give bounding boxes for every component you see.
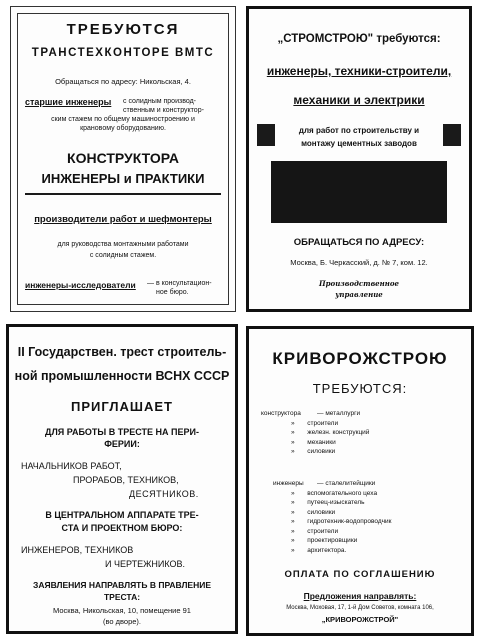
- ad4-offers: Предложения направлять:: [303, 591, 417, 601]
- ad-stromstroy: [246, 6, 472, 312]
- ad4-engineer-item: » силовики: [291, 508, 336, 516]
- ad2-line-1: инженеры, техники-строители,: [266, 64, 452, 78]
- ad3-apply-1: ЗАЯВЛЕНИЯ НАПРАВЛЯТЬ В ПРАВЛЕНИЕ: [33, 580, 211, 590]
- ad3-work-2: ФЕРИИ:: [104, 439, 140, 449]
- ad4-constructor-item: » железн. конструкций: [291, 429, 370, 436]
- ad1-researchers: инженеры-исследователи: [25, 280, 136, 290]
- divider: [25, 193, 221, 195]
- ad4-engineers-list: [291, 479, 392, 555]
- ad4-org: „КРИВОРОЖСТРОЙ": [321, 615, 399, 624]
- ad4-engineer-item: » путеец-изыскатель: [291, 499, 365, 506]
- ad1-senior-text-3: ским стажем по общему машиностроению и: [51, 116, 195, 123]
- ad4-constructors-label: конструктора: [261, 410, 301, 417]
- ad1-address: Обращаться по адресу: Никольская, 4.: [55, 77, 191, 86]
- ad4-engineer-item: » вспомогательного цеха: [291, 489, 378, 497]
- ad3-list-5: И ЧЕРТЕЖНИКОВ.: [105, 559, 185, 569]
- ad3-list-3: ДЕСЯТНИКОВ.: [129, 489, 199, 499]
- ad3-list-1: НАЧАЛЬНИКОВ РАБОТ,: [21, 461, 122, 471]
- ad3-central-2: СТА И ПРОЕКТНОМ БЮРО:: [61, 523, 183, 533]
- ad1-senior-heading: старшие инженеры: [25, 97, 112, 107]
- ad3-address-2: (во дворе).: [102, 617, 142, 626]
- ad1-producers-text-2: с солидным стажем.: [89, 252, 157, 259]
- ad4-engineer-item: » архитектора.: [291, 546, 347, 554]
- ad4-engineer-item: » проектировщики: [291, 537, 358, 544]
- ad1-title-required: ТРЕБУЮТСЯ: [66, 21, 180, 38]
- ad1-producers-text-1: для руководства монтажными работами: [57, 241, 189, 248]
- ad1-title-org: ТРАНСТЕХКОНТОРЕ ВМТС: [31, 47, 215, 59]
- ad1-researchers-text-2: ное бюро.: [156, 289, 189, 296]
- ad2-line-2: механики и электрики: [293, 93, 425, 107]
- ad2-contact-address: Москва, Б. Черкасский, д. № 7, ком. 12.: [290, 258, 428, 267]
- ad2-dept-2: управление: [335, 290, 383, 299]
- ad2-contact-heading: ОБРАЩАТЬСЯ ПО АДРЕСУ:: [293, 237, 425, 248]
- ad3-address-1: Москва, Никольская, 10, помещение 91: [53, 606, 191, 615]
- ad4-engineer-item: — сталелитейщики: [317, 480, 376, 487]
- ad4-constructor-item: » силовики: [291, 448, 336, 455]
- ad1-senior-text-2: ственным и конструктор-: [123, 107, 204, 114]
- ad4-required: ТРЕБУЮТСЯ:: [312, 381, 408, 396]
- ad4-engineer-item: » гидротехник-водопроводчик: [291, 518, 392, 525]
- ad3-title-2: ной промышленности ВСНХ СССР: [14, 369, 230, 383]
- ad2-black-block: [271, 161, 447, 223]
- ad4-engineers-label: инженеры: [273, 480, 304, 487]
- ad1-producers: производители работ и шефмонтеры: [34, 214, 212, 225]
- ad4-pay: ОПЛАТА ПО СОГЛАШЕНИЮ: [284, 569, 436, 580]
- ad2-purpose-1: для работ по строительству и: [298, 126, 420, 135]
- ad4-engineer-item: » строители: [291, 527, 339, 535]
- ad1-constructors: КОНСТРУКТОРА: [67, 150, 179, 166]
- ad3-apply-2: ТРЕСТА:: [103, 592, 141, 602]
- ad-krivorozhstroy: [246, 326, 474, 636]
- ad3-title-1: II Государствен. трест строитель-: [17, 345, 227, 359]
- ad4-constructor-item: — металлурги: [317, 410, 361, 417]
- ad2-purpose-2: монтажу цементных заводов: [301, 139, 417, 148]
- ad4-address: Москва, Моховая, 17, 1-й Дом Советов, комната 106,: [286, 605, 434, 611]
- ad3-invites: ПРИГЛАШАЕТ: [71, 399, 173, 414]
- ad2-dept-1: Производственное: [319, 279, 399, 288]
- ad3-list-2: ПРОРАБОВ, ТЕХНИКОВ,: [73, 475, 179, 485]
- ad3-list-4: ИНЖЕНЕРОВ, ТЕХНИКОВ: [21, 545, 134, 555]
- ad-transtekhkontora: [10, 6, 236, 312]
- ad1-senior-text-1: с солидным производ-: [123, 98, 196, 105]
- ad4-title: КРИВОРОЖСТРОЮ: [272, 349, 448, 368]
- ad4-constructor-item: » механики: [291, 438, 336, 446]
- ad1-engineers-practice: ИНЖЕНЕРЫ и ПРАКТИКИ: [41, 171, 205, 186]
- ad-second-state-trust: [6, 324, 238, 634]
- ad4-constructors-list: [291, 409, 370, 457]
- ad1-researchers-text-1: — в консультацион-: [147, 280, 212, 287]
- ad3-central-1: В ЦЕНТРАЛЬНОМ АППАРАТЕ ТРЕ-: [45, 510, 199, 520]
- ad1-senior-text-4: крановому оборудованию.: [80, 125, 166, 132]
- ad4-constructor-item: » строители: [291, 419, 339, 427]
- ad3-work-1: ДЛЯ РАБОТЫ В ТРЕСТЕ НА ПЕРИ-: [45, 427, 199, 437]
- ad2-title: „СТРОМСТРОЮ" требуются:: [277, 33, 441, 45]
